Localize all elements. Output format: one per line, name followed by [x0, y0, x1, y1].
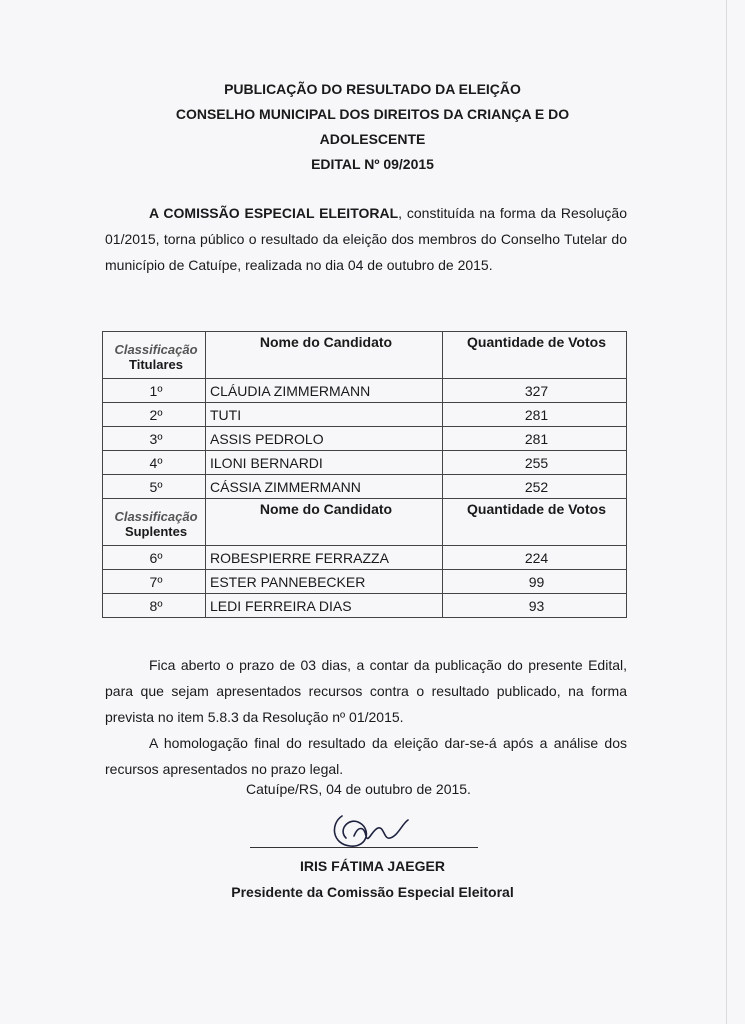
results-table	[102, 331, 627, 618]
name-header: Nome do Candidato	[206, 499, 443, 546]
heading-line-1: PUBLICAÇÃO DO RESULTADO DA ELEIÇÃO	[224, 81, 521, 97]
votes-cell: 255	[443, 451, 627, 475]
class-label: Classificação	[114, 342, 198, 357]
intro-lead: A COMISSÃO ESPECIAL ELEITORAL	[149, 205, 399, 221]
rank-cell: 8º	[103, 594, 206, 618]
titulares-header-row	[103, 332, 627, 379]
table-row	[103, 427, 627, 451]
suplentes-header-row	[103, 499, 627, 546]
table-row	[103, 379, 627, 403]
suplentes-label: Suplentes	[124, 524, 188, 539]
signature-line	[250, 847, 478, 848]
intro-text: , constituída na forma da Resolução 01/2015, torna público o resultado da eleição dos membros do Conselho Tutelar do município de Catuípe, realizada no dia 04 de outubro de 2015.	[105, 205, 627, 273]
candidate-name-cell: ROBESPIERRE FERRAZZA	[206, 546, 443, 570]
heading-line-3: ADOLESCENTE	[319, 131, 426, 147]
candidate-name-cell: LEDI FERREIRA DIAS	[206, 594, 443, 618]
place-date: Catuípe/RS, 04 de outubro de 2015.	[246, 781, 471, 797]
votes-cell: 99	[443, 570, 627, 594]
candidate-name-cell: ASSIS PEDROLO	[206, 427, 443, 451]
votes-cell: 252	[443, 475, 627, 499]
candidate-name-cell: ESTER PANNEBECKER	[206, 570, 443, 594]
table-row	[103, 475, 627, 499]
candidate-name-cell: CLÁUDIA ZIMMERMANN	[206, 379, 443, 403]
class-label: Classificação	[114, 509, 198, 524]
votes-cell: 93	[443, 594, 627, 618]
titulares-label: Titulares	[129, 357, 183, 372]
rank-cell: 6º	[103, 546, 206, 570]
homologation-text: A homologação final do resultado da eleição dar-se-á após a análise dos recursos apresentados no prazo legal.	[105, 735, 627, 777]
votes-cell: 281	[443, 403, 627, 427]
appeal-text: Fica aberto o prazo de 03 dias, a contar da publicação do presente Edital, para que sejam apresentados recursos contra o resultado publicado, na forma prevista no item 5.8.3 da Resolução nº 01/2015.	[105, 657, 627, 725]
signatory-role: Presidente da Comissão Especial Eleitoral	[231, 884, 514, 900]
class-header	[103, 332, 206, 379]
candidate-name-cell: ILONI BERNARDI	[206, 451, 443, 475]
rank-cell: 1º	[103, 379, 206, 403]
rank-cell: 5º	[103, 475, 206, 499]
rank-cell: 2º	[103, 403, 206, 427]
candidate-name-cell: TUTI	[206, 403, 443, 427]
table-row	[103, 570, 627, 594]
votes-cell: 281	[443, 427, 627, 451]
votes-header: Quantidade de Votos	[443, 332, 627, 379]
appeal-paragraph	[105, 652, 627, 730]
candidate-name-cell: CÁSSIA ZIMMERMANN	[206, 475, 443, 499]
votes-header: Quantidade de Votos	[443, 499, 627, 546]
table-row	[103, 403, 627, 427]
table-row	[103, 451, 627, 475]
rank-cell: 7º	[103, 570, 206, 594]
class-header	[103, 499, 206, 546]
table-row	[103, 546, 627, 570]
heading-line-2: CONSELHO MUNICIPAL DOS DIREITOS DA CRIANÇA E DO	[175, 106, 570, 122]
edital-number: EDITAL Nº 09/2015	[311, 156, 434, 172]
homologation-paragraph	[105, 730, 627, 782]
intro-paragraph	[105, 200, 627, 278]
name-header: Nome do Candidato	[206, 332, 443, 379]
rank-cell: 3º	[103, 427, 206, 451]
votes-cell: 224	[443, 546, 627, 570]
rank-cell: 4º	[103, 451, 206, 475]
table-row	[103, 594, 627, 618]
votes-cell: 327	[443, 379, 627, 403]
signatory-name: IRIS FÁTIMA JAEGER	[300, 858, 445, 874]
